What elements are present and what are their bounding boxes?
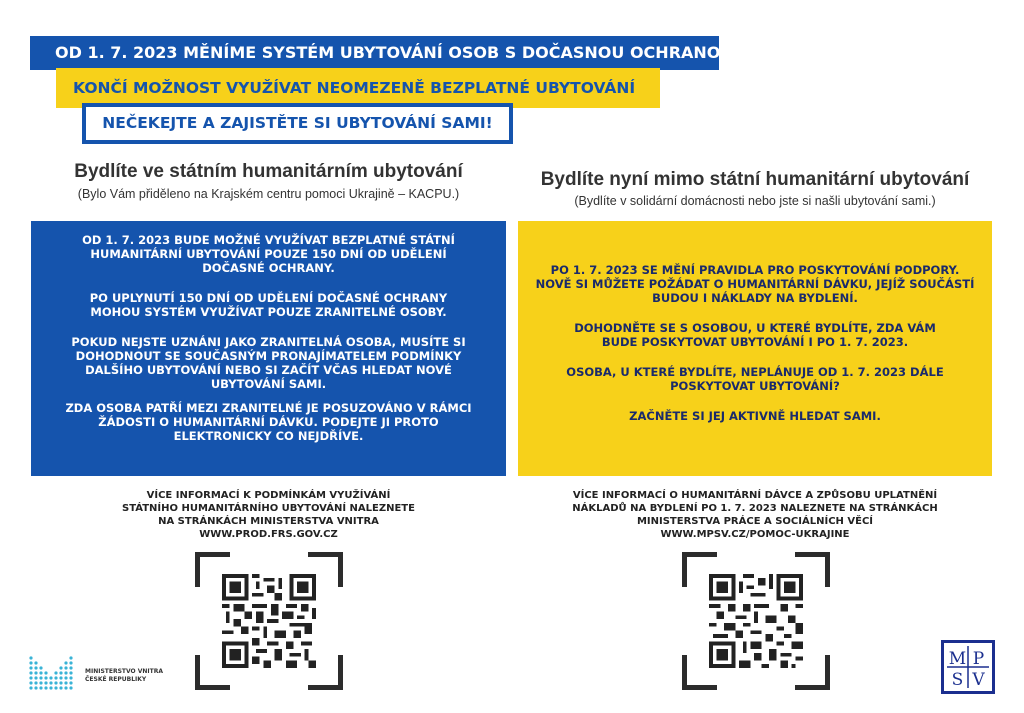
left-box-paragraph-4: ZDA OSOBA PATŘÍ MEZI ZRANITELNÉ JE POSUZOVÁNO V RÁMCI ŽÁDOSTI O HUMANITÁRNÍ DÁVKU. PODEJTE JI PROTO ELEKTRONICKY CO NEJDŘÍVE. [65,401,472,443]
right-more-info [518,489,992,541]
right-info-line-2: NÁKLADŮ NA BYDLENÍ PO 1. 7. 2023 NALEZNETE NA STRÁNKÁCH [572,503,938,514]
left-subheading: (Bylo Vám přiděleno na Krajském centru pomoci Ukrajině – KACPU.) [77,187,460,201]
right-qr-code-frame[interactable] [682,552,830,690]
right-heading: Bydlíte nyní mimo státní humanitární ubytování [540,169,970,190]
right-box-paragraph-2: DOHODNĚTE SE S OSOBOU, U KTERÉ BYDLÍTE, ZDA VÁM BUDE POSKYTOVAT UBYTOVÁNÍ I PO 1. 7. 2023. [574,321,936,349]
right-info-line-3: MINISTERSTVA PRÁCE A SOCIÁLNÍCH VĚCÍ [636,516,874,527]
banner-free-accommodation-ends: KONČÍ MOŽNOST VYUŽÍVAT NEOMEZENĚ BEZPLATNÉ UBYTOVÁNÍ [56,68,660,108]
svg-text:P: P [972,649,985,669]
left-info-url[interactable]: WWW.PROD.FRS.GOV.CZ [199,529,338,540]
left-info-line-1: VÍCE INFORMACÍ K PODMÍNKÁM VYUŽÍVÁNÍ [146,490,391,501]
left-box-paragraph-2: PO UPLYNUTÍ 150 DNÍ OD UDĚLENÍ DOČASNÉ OCHRANY MOHOU SYSTÉM VYUŽÍVAT POUZE ZRANITELNÉ OSOBY. [89,291,448,319]
ministry-interior-name-line-2: ČESKÉ REPUBLIKY [85,676,147,683]
banner-find-accommodation: NEČEKEJTE A ZAJISTĚTE SI UBYTOVÁNÍ SAMI! [82,103,513,144]
mpsv-logo-icon [941,640,995,694]
left-box-paragraph-3: POKUD NEJSTE UZNÁNI JAKO ZRANITELNÁ OSOBA, MUSÍTE SI DOHODNOUT SE SOUČASNÝM PRONAJÍMATELEM PODMÍNKY DALŠÍHO UBYTOVÁNÍ NEBO SI ZAČÍT VČAS HLEDAT NOVÉ UBYTOVÁNÍ SAMI. [71,335,466,391]
right-info-line-1: VÍCE INFORMACÍ O HUMANITÁRNÍ DÁVCE A ZPŮSOBU UPLATNĚNÍ [572,490,938,501]
qr-code-icon[interactable] [222,574,316,668]
banner-system-change: OD 1. 7. 2023 MĚNÍME SYSTÉM UBYTOVÁNÍ OSOB S DOČASNOU OCHRANOU [30,36,719,70]
left-more-info [31,489,506,541]
left-info-line-2: STÁTNÍHO HUMANITÁRNÍHO UBYTOVÁNÍ NALEZNETE [122,503,415,514]
svg-text:M: M [948,649,967,669]
right-info-box [518,221,992,476]
right-box-paragraph-1: PO 1. 7. 2023 SE MĚNÍ PRAVIDLA PRO POSKYTOVÁNÍ PODPORY. NOVĚ SI MŮŽETE POŽÁDAT O HUMANITÁRNÍ DÁVKU, JEJÍŽ SOUČÁSTÍ BUDOU I NÁKLADY NA BYDLENÍ. [535,263,975,305]
svg-text:S: S [951,670,964,690]
right-box-paragraph-4: ZAČNĚTE SI JEJ AKTIVNĚ HLEDAT SAMI. [629,409,881,423]
right-info-url[interactable]: WWW.MPSV.CZ/POMOC-UKRAJINE [660,529,850,540]
left-info-line-3: NA STRÁNKÁCH MINISTERSTVA VNITRA [158,516,379,527]
svg-text:V: V [972,670,985,690]
left-heading: Bydlíte ve státním humanitárním ubytování [74,161,463,182]
ministry-interior-logo [28,655,188,693]
left-qr-code-frame[interactable] [195,552,343,690]
right-subheading: (Bydlíte v solidární domácnosti nebo jste si našli ubytování sami.) [574,194,936,208]
qr-code-icon[interactable] [709,574,803,668]
left-box-paragraph-1: OD 1. 7. 2023 BUDE MOŽNÉ VYUŽÍVAT BEZPLATNÉ STÁTNÍ HUMANITÁRNÍ UBYTOVÁNÍ POUZE 150 DNÍ OD UDĚLENÍ DOČASNÉ OCHRANY. [82,233,455,275]
mpsv-logo [941,640,995,694]
ministry-interior-name [85,668,163,684]
left-info-box [31,221,506,476]
right-box-paragraph-3: OSOBA, U KTERÉ BYDLÍTE, NEPLÁNUJE OD 1. 7. 2023 DÁLE POSKYTOVAT UBYTOVÁNÍ? [566,365,944,393]
ministry-interior-name-line-1: MINISTERSTVO VNITRA [85,668,163,675]
ministry-interior-emblem-icon [28,655,80,693]
